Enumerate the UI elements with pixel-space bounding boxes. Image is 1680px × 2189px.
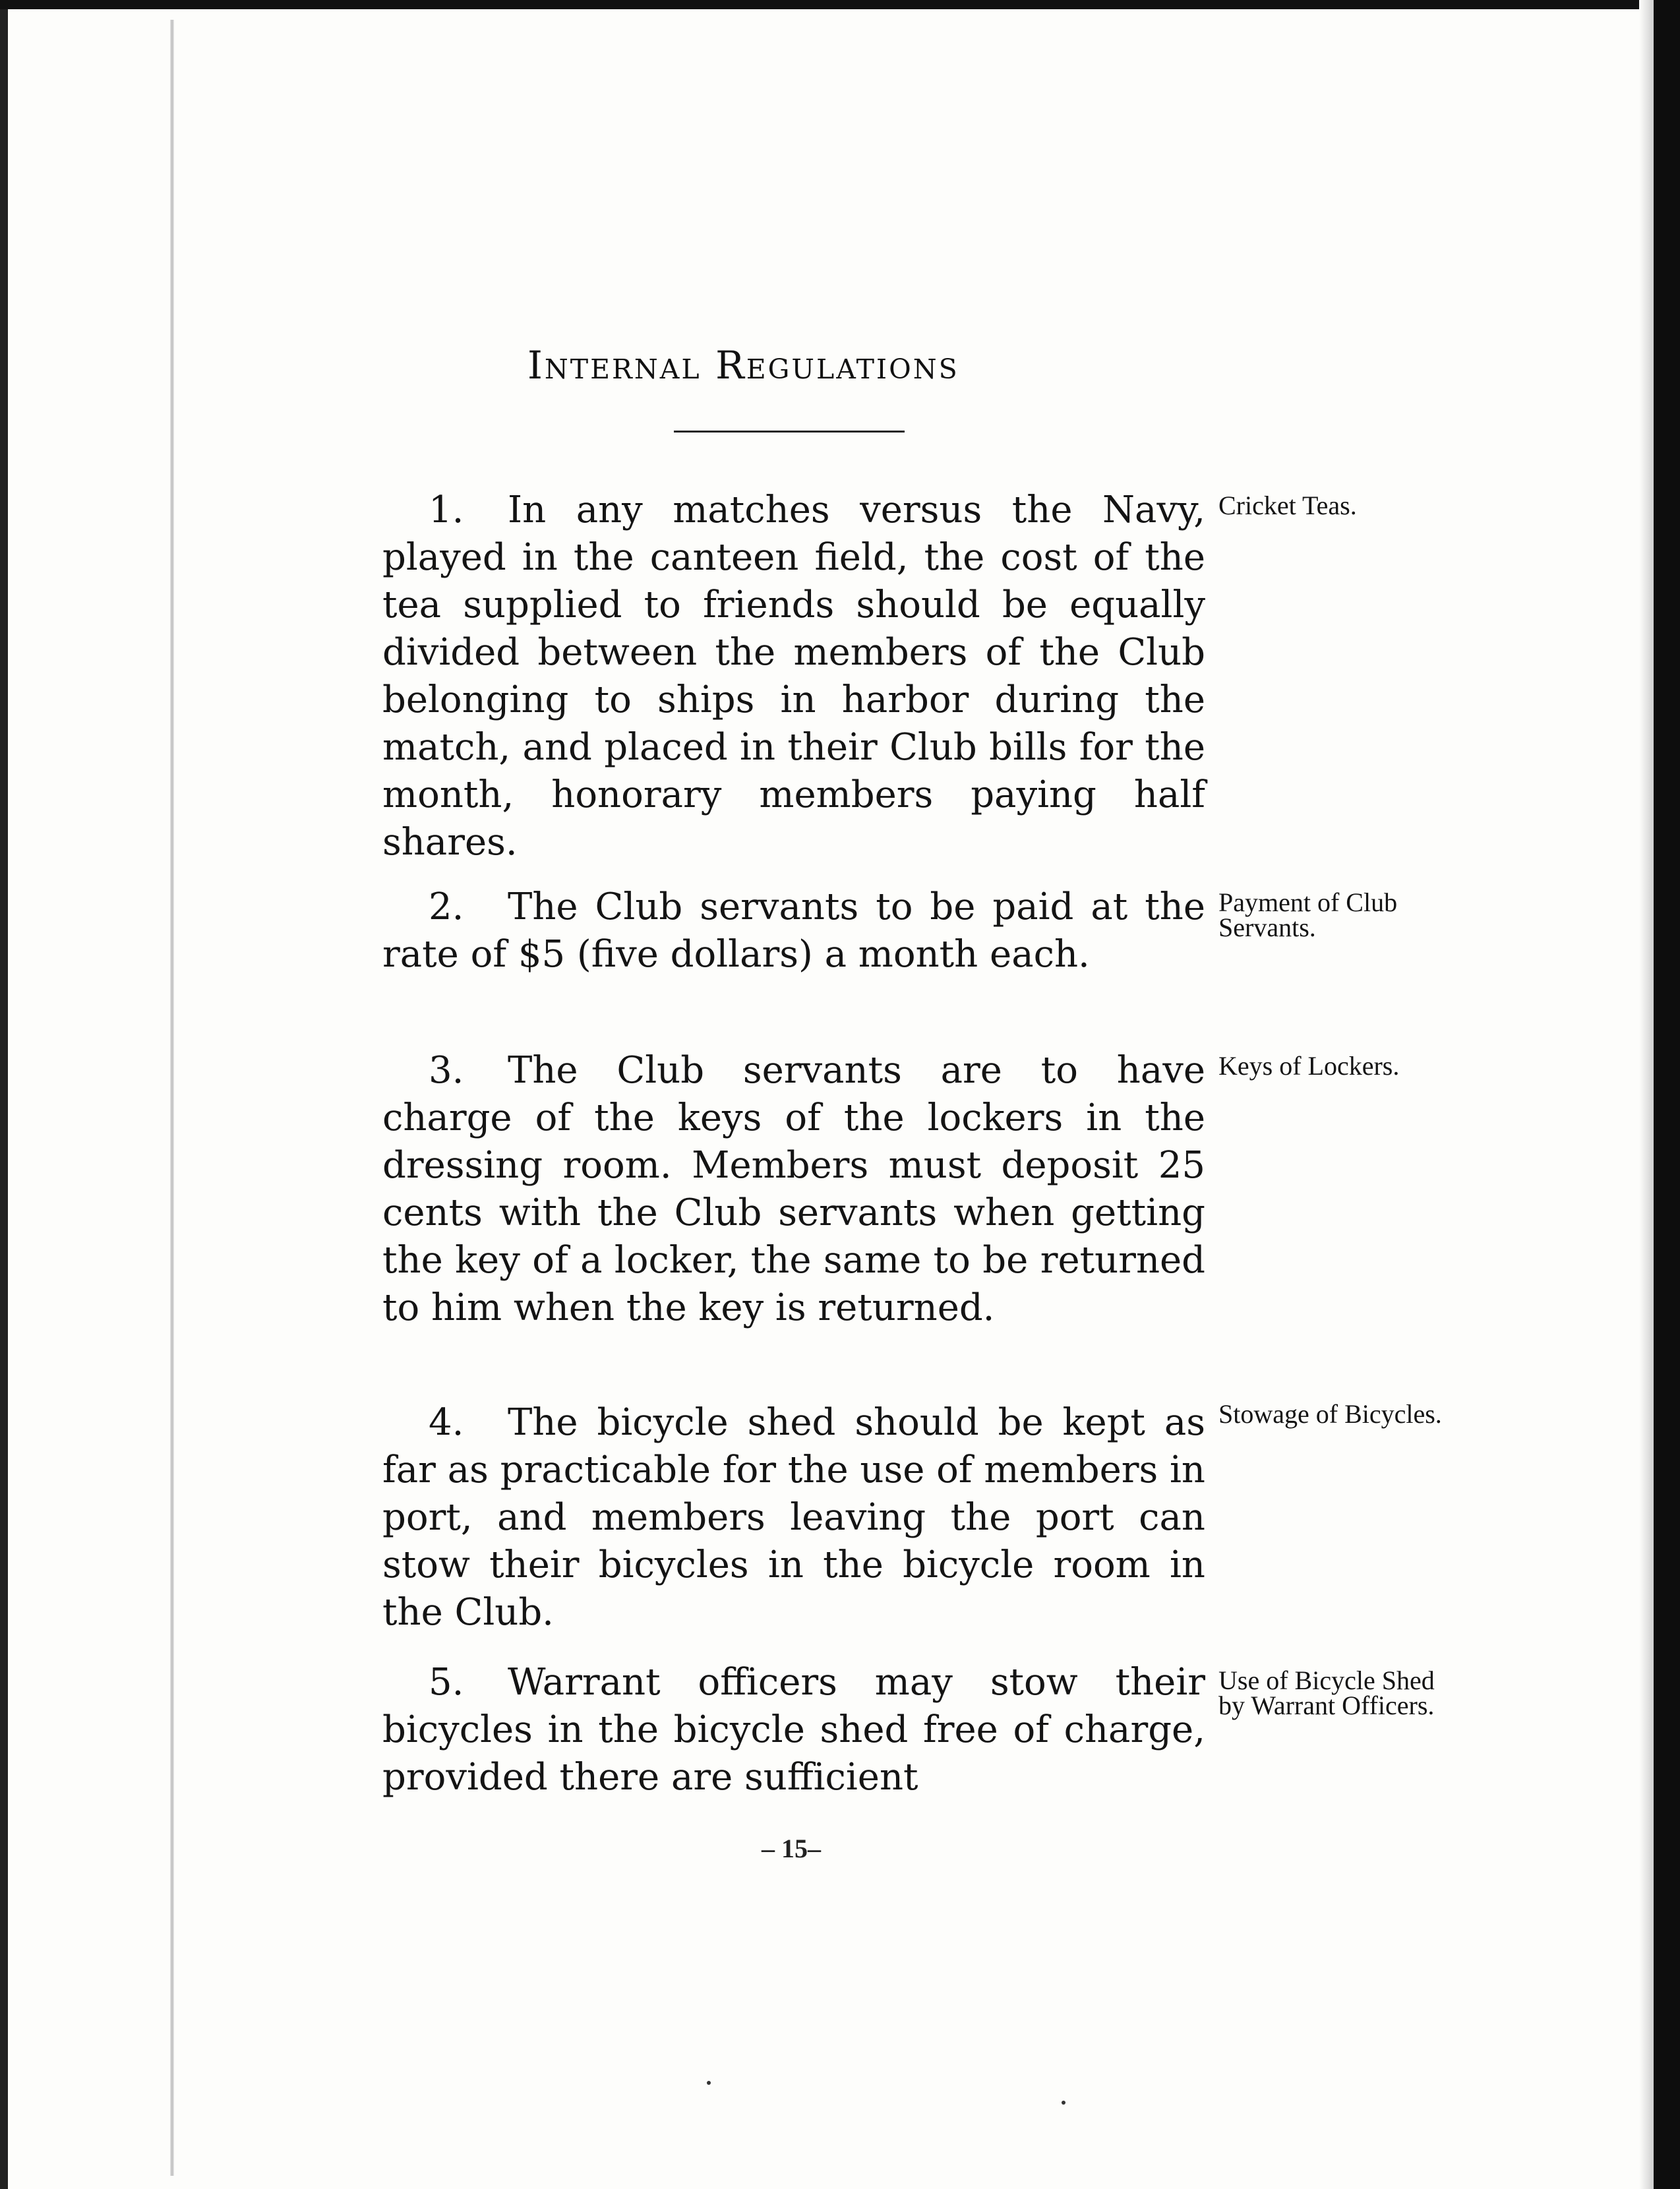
page-edge-shadow [1639, 0, 1654, 2189]
regulation-paragraph-1 [382, 487, 1205, 866]
page-gutter [170, 20, 174, 2176]
regulation-paragraph-5 [382, 1659, 1205, 1801]
regulation-paragraph-4 [382, 1399, 1205, 1636]
paragraph-text: Warrant officers may stow their bicycles in the bicycle shed free of charge, provided there are sufficient [382, 1661, 1205, 1799]
scan-left-edge [0, 0, 8, 2189]
scan-right-edge [1654, 0, 1680, 2189]
scan-speck [707, 2081, 711, 2085]
paragraph-number: 2. [429, 885, 464, 928]
page-title: Internal Regulations [527, 343, 959, 388]
side-note-cricket-teas: Cricket Teas. [1218, 491, 1357, 520]
paragraph-text: The Club servants to be paid at the rate of $5 (five dollars) a month each. [382, 885, 1205, 976]
title-rule [674, 431, 905, 433]
paragraph-number: 4. [429, 1401, 464, 1444]
page-number: – 15– [762, 1834, 821, 1863]
paragraph-number: 5. [429, 1661, 464, 1704]
paragraph-text: In any matches versus the Navy, played in the canteen field, the cost of the tea supplied to friends should be equally divided between the members of the Club belonging to ships in harbor during the match, and placed in their Club bills for the month, honorary members paying half shares. [382, 489, 1205, 864]
scan-top-edge [0, 0, 1680, 9]
scan-speck [1062, 2101, 1065, 2105]
paragraph-text: The bicycle shed should be kept as far as practicable for the use of members in port, and members leaving the port can stow their bicycles in the bicycle room in the Club. [382, 1401, 1205, 1634]
paragraph-number: 1. [429, 489, 464, 531]
paragraph-text: The Club servants are to have charge of the keys of the lockers in the dressing room. Members must deposit 25 cents with the Club servants when getting the key of a locker, the same to be returned to him when the key is returned. [382, 1049, 1205, 1329]
regulation-paragraph-3 [382, 1047, 1205, 1332]
side-note-stowage: Stowage of Bicycles. [1218, 1399, 1442, 1429]
regulation-paragraph-2 [382, 884, 1205, 978]
side-note-warrant-officers: Use of Bicycle Shed by Warrant Officers. [1218, 1665, 1435, 1720]
paragraph-number: 3. [429, 1049, 464, 1092]
side-note-keys: Keys of Lockers. [1218, 1051, 1400, 1081]
side-note-payment: Payment of Club Servants. [1218, 887, 1398, 942]
